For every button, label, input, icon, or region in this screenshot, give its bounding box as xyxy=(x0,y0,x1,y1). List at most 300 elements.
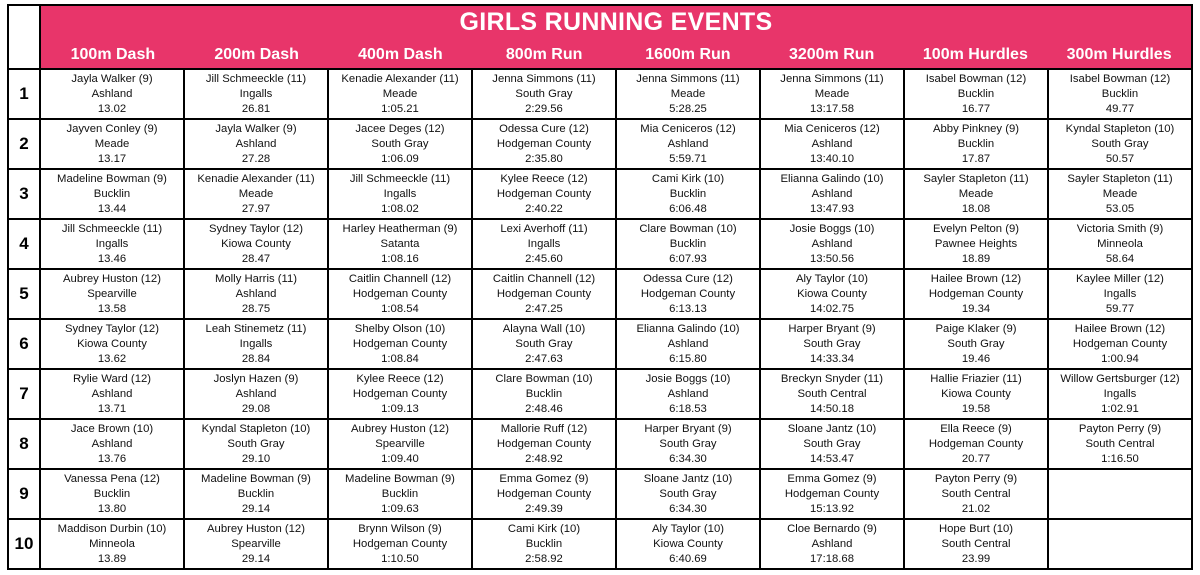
result-school: Meade xyxy=(958,187,994,200)
result-athlete: Sydney Taylor (12) xyxy=(65,322,159,335)
result-school: Ingalls xyxy=(383,187,417,200)
result-athlete: Aly Taylor (10) xyxy=(652,522,724,535)
result-school: Ingalls xyxy=(239,337,273,350)
result-cell xyxy=(185,370,329,418)
result-cell xyxy=(329,170,473,218)
result-cell xyxy=(329,120,473,168)
result-mark: 23.99 xyxy=(961,552,991,565)
result-athlete: Hallie Friazier (11) xyxy=(930,372,1022,385)
result-athlete: Molly Harris (11) xyxy=(214,272,297,285)
result-school: Kiowa County xyxy=(221,237,291,250)
result-mark: 2:58.92 xyxy=(525,552,563,565)
result-mark: 6:40.69 xyxy=(669,552,707,565)
result-cell xyxy=(905,520,1049,568)
result-school: Ashland xyxy=(91,387,133,400)
result-athlete: Aly Taylor (10) xyxy=(796,272,868,285)
result-cell xyxy=(1049,370,1191,418)
result-school: Ingalls xyxy=(527,237,561,250)
result-mark: 18.89 xyxy=(961,252,991,265)
result-mark: 1:09.63 xyxy=(381,502,419,515)
result-mark: 28.75 xyxy=(241,302,271,315)
result-athlete: Brynn Wilson (9) xyxy=(358,522,442,535)
result-cell xyxy=(905,420,1049,468)
result-mark: 26.81 xyxy=(241,102,271,115)
result-cell xyxy=(185,420,329,468)
result-mark: 28.47 xyxy=(241,252,271,265)
result-mark: 6:13.13 xyxy=(669,302,707,315)
result-mark: 13:47.93 xyxy=(810,202,854,215)
result-athlete: Vanessa Pena (12) xyxy=(64,472,160,485)
result-school: Hodgeman County xyxy=(1072,337,1168,350)
result-school: Ashland xyxy=(667,387,709,400)
result-mark: 18.08 xyxy=(961,202,991,215)
result-mark: 6:18.53 xyxy=(669,402,707,415)
result-cell xyxy=(1049,470,1191,518)
result-cell xyxy=(473,470,617,518)
result-cell xyxy=(473,120,617,168)
result-cell xyxy=(1049,120,1191,168)
result-school: South Gray xyxy=(515,337,573,350)
result-school: Bucklin xyxy=(957,87,995,100)
results-table xyxy=(7,4,1193,570)
result-cell xyxy=(761,120,905,168)
result-cell xyxy=(617,370,761,418)
result-cell xyxy=(41,520,185,568)
result-athlete: Elianna Galindo (10) xyxy=(636,322,740,335)
result-mark: 2:47.25 xyxy=(525,302,563,315)
result-mark: 2:35.80 xyxy=(525,152,563,165)
result-school: Ingalls xyxy=(1103,387,1137,400)
result-cell xyxy=(329,220,473,268)
result-school: South Gray xyxy=(227,437,285,450)
result-cell xyxy=(761,470,905,518)
result-cell xyxy=(185,120,329,168)
result-athlete: Evelyn Pelton (9) xyxy=(932,222,1020,235)
result-athlete: Kaylee Miller (12) xyxy=(1076,272,1164,285)
result-cell xyxy=(41,320,185,368)
result-mark: 14:33.34 xyxy=(810,352,854,365)
result-athlete: Mia Ceniceros (12) xyxy=(640,122,736,135)
place-number: 9 xyxy=(9,470,41,518)
result-athlete: Sayler Stapleton (11) xyxy=(1067,172,1173,185)
result-athlete: Ella Reece (9) xyxy=(940,422,1012,435)
result-school: Meade xyxy=(670,87,706,100)
result-athlete: Kyndal Stapleton (10) xyxy=(1065,122,1175,135)
result-mark: 6:34.30 xyxy=(669,502,707,515)
result-mark: 58.64 xyxy=(1105,252,1135,265)
result-cell xyxy=(905,220,1049,268)
result-school: Ashland xyxy=(91,87,133,100)
result-school: Bucklin xyxy=(669,237,707,250)
place-number: 4 xyxy=(9,220,41,268)
result-school: Bucklin xyxy=(525,537,563,550)
result-mark: 16.77 xyxy=(961,102,991,115)
result-athlete: Jayla Walker (9) xyxy=(215,122,297,135)
table-row xyxy=(9,170,1191,220)
result-mark: 1:09.13 xyxy=(381,402,419,415)
result-cell xyxy=(185,320,329,368)
place-number: 5 xyxy=(9,270,41,318)
result-mark: 13.62 xyxy=(97,352,127,365)
result-athlete: Joslyn Hazen (9) xyxy=(213,372,299,385)
result-mark: 27.28 xyxy=(241,152,271,165)
result-school: Ashland xyxy=(811,137,853,150)
result-athlete: Harley Heatherman (9) xyxy=(342,222,458,235)
result-mark: 20.77 xyxy=(961,452,991,465)
result-mark: 2:29.56 xyxy=(525,102,563,115)
result-cell xyxy=(41,420,185,468)
result-mark: 19.46 xyxy=(961,352,991,365)
result-cell xyxy=(617,320,761,368)
result-cell xyxy=(41,370,185,418)
place-number: 2 xyxy=(9,120,41,168)
result-school: Kiowa County xyxy=(941,387,1011,400)
result-mark: 6:07.93 xyxy=(669,252,707,265)
result-cell xyxy=(329,370,473,418)
result-athlete: Payton Perry (9) xyxy=(1078,422,1162,435)
results-body xyxy=(9,70,1191,568)
result-athlete: Madeline Bowman (9) xyxy=(345,472,455,485)
result-mark: 13.89 xyxy=(97,552,127,565)
result-cell xyxy=(905,170,1049,218)
table-row xyxy=(9,420,1191,470)
result-cell xyxy=(473,320,617,368)
result-cell xyxy=(185,170,329,218)
result-school: South Central xyxy=(797,387,867,400)
result-mark: 2:47.63 xyxy=(525,352,563,365)
result-athlete: Kenadie Alexander (11) xyxy=(341,72,459,85)
result-school: Minneola xyxy=(1097,237,1143,250)
table-row xyxy=(9,270,1191,320)
result-athlete: Alayna Wall (10) xyxy=(502,322,586,335)
result-athlete: Isabel Bowman (12) xyxy=(1069,72,1171,85)
result-athlete: Kyndal Stapleton (10) xyxy=(201,422,311,435)
result-mark: 2:48.46 xyxy=(525,402,563,415)
result-athlete: Shelby Olson (10) xyxy=(354,322,446,335)
result-cell xyxy=(329,270,473,318)
result-athlete: Sayler Stapleton (11) xyxy=(923,172,1029,185)
result-mark: 14:53.47 xyxy=(810,452,854,465)
result-athlete: Isabel Bowman (12) xyxy=(925,72,1027,85)
place-number: 6 xyxy=(9,320,41,368)
result-cell xyxy=(185,470,329,518)
result-athlete: Harper Bryant (9) xyxy=(644,422,732,435)
result-cell xyxy=(473,220,617,268)
result-cell xyxy=(185,270,329,318)
result-cell xyxy=(905,120,1049,168)
result-athlete: Sloane Jantz (10) xyxy=(787,422,877,435)
result-school: Bucklin xyxy=(525,387,563,400)
result-cell xyxy=(1049,520,1191,568)
result-mark: 2:48.92 xyxy=(525,452,563,465)
result-school: Kiowa County xyxy=(653,537,723,550)
result-cell xyxy=(761,170,905,218)
result-athlete: Cami Kirk (10) xyxy=(507,522,581,535)
result-athlete: Jayla Walker (9) xyxy=(71,72,153,85)
result-cell xyxy=(329,70,473,118)
result-cell xyxy=(905,70,1049,118)
table-row xyxy=(9,70,1191,120)
result-athlete: Paige Klaker (9) xyxy=(935,322,1017,335)
result-athlete: Josie Boggs (10) xyxy=(789,222,875,235)
result-school: Bucklin xyxy=(957,137,995,150)
result-athlete: Breckyn Snyder (11) xyxy=(780,372,884,385)
result-athlete: Willow Gertsburger (12) xyxy=(1060,372,1180,385)
result-school: Ashland xyxy=(811,187,853,200)
result-school: Meade xyxy=(382,87,418,100)
result-cell xyxy=(617,70,761,118)
result-mark: 5:59.71 xyxy=(669,152,707,165)
result-school: Satanta xyxy=(380,237,420,250)
result-mark: 14:50.18 xyxy=(810,402,854,415)
result-athlete: Jenna Simmons (11) xyxy=(492,72,596,85)
result-school: Ashland xyxy=(91,437,133,450)
result-cell xyxy=(905,270,1049,318)
result-mark: 13.76 xyxy=(97,452,127,465)
result-athlete: Harper Bryant (9) xyxy=(788,322,876,335)
result-school: Ashland xyxy=(235,387,277,400)
place-number: 1 xyxy=(9,70,41,118)
table-row xyxy=(9,120,1191,170)
result-school: Bucklin xyxy=(237,487,275,500)
result-school: Ashland xyxy=(235,287,277,300)
result-athlete: Hailee Brown (12) xyxy=(1074,322,1166,335)
result-school: Ingalls xyxy=(95,237,129,250)
result-school: Meade xyxy=(814,87,850,100)
result-cell xyxy=(473,270,617,318)
result-mark: 13.46 xyxy=(97,252,127,265)
result-athlete: Jayven Conley (9) xyxy=(66,122,158,135)
result-cell xyxy=(473,170,617,218)
result-school: Meade xyxy=(94,137,130,150)
result-school: Hodgeman County xyxy=(640,287,736,300)
result-cell xyxy=(41,120,185,168)
result-cell xyxy=(761,270,905,318)
event-header: 800m Run xyxy=(505,46,583,63)
result-cell xyxy=(473,370,617,418)
result-school: Kiowa County xyxy=(77,337,147,350)
event-header: 3200m Run xyxy=(788,46,875,63)
result-cell xyxy=(473,420,617,468)
result-school: Minneola xyxy=(89,537,135,550)
result-cell xyxy=(905,470,1049,518)
result-mark: 1:02.91 xyxy=(1101,402,1139,415)
result-mark: 50.57 xyxy=(1105,152,1135,165)
result-mark: 29.08 xyxy=(241,402,271,415)
result-cell xyxy=(617,270,761,318)
result-cell xyxy=(473,520,617,568)
result-mark: 1:08.54 xyxy=(381,302,419,315)
result-athlete: Hailee Brown (12) xyxy=(930,272,1022,285)
result-cell xyxy=(41,220,185,268)
result-cell xyxy=(617,120,761,168)
result-mark: 29.14 xyxy=(241,552,271,565)
result-school: Hodgeman County xyxy=(496,437,592,450)
result-athlete: Josie Boggs (10) xyxy=(645,372,731,385)
result-cell xyxy=(617,220,761,268)
result-mark: 1:09.40 xyxy=(381,452,419,465)
result-cell xyxy=(41,470,185,518)
table-row xyxy=(9,470,1191,520)
result-school: Ashland xyxy=(235,137,277,150)
result-cell xyxy=(1049,270,1191,318)
result-cell xyxy=(761,70,905,118)
result-mark: 5:28.25 xyxy=(669,102,707,115)
result-cell xyxy=(761,320,905,368)
result-athlete: Hope Burt (10) xyxy=(938,522,1014,535)
event-header: 1600m Run xyxy=(645,46,731,63)
event-header: 100m Dash xyxy=(70,46,156,63)
result-school: South Central xyxy=(1085,437,1155,450)
result-cell xyxy=(905,370,1049,418)
result-athlete: Victoria Smith (9) xyxy=(1076,222,1164,235)
result-cell xyxy=(329,470,473,518)
result-mark: 29.14 xyxy=(241,502,271,515)
result-mark: 6:06.48 xyxy=(669,202,707,215)
result-athlete: Jace Brown (10) xyxy=(70,422,154,435)
event-header: 200m Dash xyxy=(214,46,299,63)
place-number: 7 xyxy=(9,370,41,418)
result-athlete: Aubrey Huston (12) xyxy=(207,522,305,535)
result-athlete: Mia Ceniceros (12) xyxy=(784,122,880,135)
result-athlete: Sydney Taylor (12) xyxy=(209,222,303,235)
result-mark: 13.44 xyxy=(97,202,127,215)
result-cell xyxy=(329,520,473,568)
result-athlete: Aubrey Huston (12) xyxy=(351,422,449,435)
result-mark: 1:05.21 xyxy=(381,102,419,115)
corner-cell xyxy=(9,6,41,70)
result-athlete: Emma Gomez (9) xyxy=(499,472,589,485)
result-school: Ingalls xyxy=(239,87,273,100)
result-mark: 13.80 xyxy=(97,502,127,515)
result-mark: 29.10 xyxy=(241,452,271,465)
result-athlete: Jacee Deges (12) xyxy=(355,122,445,135)
event-header: 400m Dash xyxy=(358,46,443,63)
result-cell xyxy=(905,320,1049,368)
result-mark: 2:45.60 xyxy=(525,252,563,265)
result-school: Hodgeman County xyxy=(352,287,448,300)
result-athlete: Aubrey Huston (12) xyxy=(63,272,161,285)
result-athlete: Jill Schmeeckle (11) xyxy=(61,222,163,235)
result-cell xyxy=(617,470,761,518)
result-school: Ashland xyxy=(667,337,709,350)
result-mark: 2:40.22 xyxy=(525,202,563,215)
result-school: Bucklin xyxy=(1101,87,1139,100)
result-school: Ashland xyxy=(811,537,853,550)
place-number: 10 xyxy=(9,520,41,568)
result-cell xyxy=(329,420,473,468)
result-cell xyxy=(761,520,905,568)
result-school: Hodgeman County xyxy=(496,137,592,150)
result-school: Spearville xyxy=(375,437,425,450)
result-cell xyxy=(761,220,905,268)
result-mark: 13:17.58 xyxy=(810,102,854,115)
result-mark: 15:13.92 xyxy=(810,502,854,515)
result-school: South Gray xyxy=(803,437,861,450)
result-mark: 6:15.80 xyxy=(669,352,707,365)
result-mark: 21.02 xyxy=(961,502,991,515)
result-school: Hodgeman County xyxy=(784,487,880,500)
result-school: Ingalls xyxy=(1103,287,1137,300)
result-school: Spearville xyxy=(231,537,281,550)
result-cell xyxy=(761,420,905,468)
result-athlete: Caitlin Channell (12) xyxy=(348,272,452,285)
result-athlete: Jenna Simmons (11) xyxy=(636,72,740,85)
result-mark: 17.87 xyxy=(961,152,991,165)
result-cell xyxy=(329,320,473,368)
result-school: Meade xyxy=(1102,187,1138,200)
result-mark: 27.97 xyxy=(241,202,271,215)
result-mark: 13.58 xyxy=(97,302,127,315)
result-cell xyxy=(41,270,185,318)
result-cell xyxy=(185,70,329,118)
result-cell xyxy=(617,520,761,568)
result-mark: 6:34.30 xyxy=(669,452,707,465)
result-athlete: Kylee Reece (12) xyxy=(500,172,588,185)
result-athlete: Odessa Cure (12) xyxy=(643,272,733,285)
result-cell xyxy=(473,70,617,118)
result-athlete: Clare Bowman (10) xyxy=(495,372,593,385)
result-mark: 1:08.02 xyxy=(381,202,419,215)
result-school: Spearville xyxy=(87,287,137,300)
result-cell xyxy=(185,520,329,568)
result-mark: 49.77 xyxy=(1105,102,1135,115)
place-number: 3 xyxy=(9,170,41,218)
result-school: Meade xyxy=(238,187,274,200)
table-row xyxy=(9,370,1191,420)
result-school: South Gray xyxy=(947,337,1005,350)
result-mark: 1:06.09 xyxy=(381,152,419,165)
result-mark: 1:10.50 xyxy=(381,552,419,565)
result-mark: 13.17 xyxy=(97,152,127,165)
result-cell xyxy=(1049,70,1191,118)
result-school: South Gray xyxy=(659,437,717,450)
result-athlete: Cami Kirk (10) xyxy=(651,172,725,185)
result-cell xyxy=(1049,220,1191,268)
result-cell xyxy=(617,420,761,468)
result-cell xyxy=(1049,170,1191,218)
result-mark: 19.58 xyxy=(961,402,991,415)
result-athlete: Sloane Jantz (10) xyxy=(643,472,733,485)
result-mark: 28.84 xyxy=(241,352,271,365)
result-school: Bucklin xyxy=(669,187,707,200)
result-athlete: Mallorie Ruff (12) xyxy=(500,422,588,435)
result-athlete: Maddison Durbin (10) xyxy=(57,522,167,535)
result-cell xyxy=(617,170,761,218)
result-school: Hodgeman County xyxy=(928,287,1024,300)
result-athlete: Odessa Cure (12) xyxy=(499,122,589,135)
result-mark: 1:08.84 xyxy=(381,352,419,365)
result-mark: 13:40.10 xyxy=(810,152,854,165)
result-athlete: Abby Pinkney (9) xyxy=(932,122,1020,135)
result-athlete: Payton Perry (9) xyxy=(934,472,1018,485)
result-school: Hodgeman County xyxy=(352,387,448,400)
result-school: Hodgeman County xyxy=(352,537,448,550)
result-athlete: Cloe Bernardo (9) xyxy=(787,522,877,535)
result-mark: 19.34 xyxy=(961,302,991,315)
result-mark: 13:50.56 xyxy=(810,252,854,265)
event-header: 100m Hurdles xyxy=(922,46,1028,63)
result-school: Pawnee Heights xyxy=(934,237,1018,250)
result-athlete: Madeline Bowman (9) xyxy=(57,172,167,185)
result-mark: 1:16.50 xyxy=(1101,452,1139,465)
result-school: South Gray xyxy=(371,137,429,150)
result-athlete: Kenadie Alexander (11) xyxy=(197,172,315,185)
table-row xyxy=(9,320,1191,370)
result-mark: 2:49.39 xyxy=(525,502,563,515)
result-mark: 59.77 xyxy=(1105,302,1135,315)
event-header: 300m Hurdles xyxy=(1066,46,1172,63)
